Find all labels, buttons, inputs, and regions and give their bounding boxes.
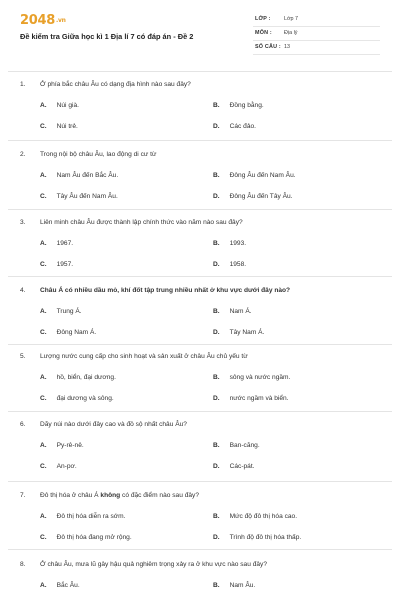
question-text	[40, 287, 290, 294]
question-divider	[8, 71, 392, 72]
option-letter: B.	[213, 308, 220, 315]
answer-option[interactable]	[40, 463, 77, 470]
option-text: Nam Á.	[229, 308, 252, 315]
question-divider	[8, 276, 392, 277]
question-text: Trong nội bộ châu Âu, lao động di cư từ	[40, 151, 157, 158]
question-number: 7.	[20, 492, 26, 499]
option-letter: B.	[213, 240, 220, 247]
option-letter: D.	[213, 395, 220, 402]
option-letter: A.	[40, 308, 47, 315]
meta-label: LỚP :	[255, 16, 271, 22]
answer-option[interactable]	[40, 172, 118, 179]
answer-option[interactable]	[40, 534, 132, 541]
option-text: Trình độ đô thị hóa thấp.	[229, 534, 302, 541]
meta-value: Địa lý	[284, 30, 298, 36]
answer-option[interactable]	[40, 442, 84, 449]
answer-option[interactable]	[40, 193, 118, 200]
answer-option[interactable]	[213, 582, 255, 589]
option-letter: A.	[40, 513, 47, 520]
question-text-emphasis: Châu Á có nhiều dầu mỏ, khí đốt tập trung nhiều nhất ở khu vực dưới đây nào?	[40, 287, 291, 294]
option-letter: D.	[213, 123, 220, 130]
option-letter: C.	[40, 463, 47, 470]
option-letter: C.	[40, 193, 47, 200]
option-text: Các-pát.	[229, 463, 255, 470]
option-text: Bắc Âu.	[56, 582, 80, 589]
question-number: 5.	[20, 353, 26, 360]
option-text: 1958.	[229, 261, 247, 268]
question-text: Lượng nước cung cấp cho sinh hoạt và sản xuất ở châu Âu chủ yếu từ	[40, 353, 248, 360]
meta-row-count	[253, 41, 380, 55]
answer-option[interactable]	[40, 374, 116, 381]
answer-option[interactable]	[213, 395, 289, 402]
question-number: 3.	[20, 219, 26, 226]
option-text: Núi già.	[56, 102, 79, 109]
question-divider	[8, 140, 392, 141]
option-text: 1957.	[56, 261, 74, 268]
option-letter: A.	[40, 172, 47, 179]
question-text: Đô thị hóa ở châu Á không có đặc điểm nào sau đây?	[40, 492, 199, 499]
meta-label: MÔN :	[255, 30, 272, 36]
option-letter: D.	[213, 329, 220, 336]
meta-label: SỐ CÂU :	[255, 44, 281, 50]
question-text-emphasis: không	[100, 492, 121, 499]
option-letter: A.	[40, 374, 47, 381]
answer-option[interactable]	[40, 123, 78, 130]
question-number: 4.	[20, 287, 26, 294]
option-text: Đông Âu đến Tây Âu.	[229, 193, 293, 200]
answer-option[interactable]	[40, 395, 114, 402]
question-text: Ở phía bắc châu Âu có dạng địa hình nào sau đây?	[40, 81, 191, 88]
option-letter: C.	[40, 534, 47, 541]
answer-option[interactable]	[40, 308, 82, 315]
option-letter: A.	[40, 240, 47, 247]
answer-option[interactable]	[40, 329, 96, 336]
answer-option[interactable]	[213, 374, 290, 381]
option-letter: B.	[213, 582, 220, 589]
site-logo[interactable]: 2048.vn	[20, 13, 66, 28]
question-number: 8.	[20, 561, 26, 568]
option-letter: B.	[213, 102, 220, 109]
page-title: Đề kiểm tra Giữa học kì 1 Địa lí 7 có đáp án - Đề 2	[20, 32, 194, 41]
answer-option[interactable]	[40, 582, 80, 589]
answer-option[interactable]	[213, 534, 301, 541]
option-letter: B.	[213, 374, 220, 381]
option-text: Tây Nam Á.	[229, 329, 265, 336]
option-text: Đông Âu đến Nam Âu.	[229, 172, 296, 179]
answer-option[interactable]	[40, 240, 73, 247]
option-text: Trung Á.	[56, 308, 82, 315]
option-letter: C.	[40, 261, 47, 268]
answer-option[interactable]	[40, 102, 79, 109]
answer-option[interactable]	[213, 193, 293, 200]
answer-option[interactable]	[40, 261, 73, 268]
question-divider	[8, 344, 392, 345]
option-letter: B.	[213, 513, 220, 520]
option-letter: D.	[213, 261, 220, 268]
answer-option[interactable]	[213, 261, 246, 268]
option-text: An-pơ.	[56, 463, 77, 470]
meta-value: Lớp 7	[284, 16, 299, 22]
question-divider	[8, 481, 392, 482]
answer-option[interactable]	[213, 172, 296, 179]
option-letter: C.	[40, 123, 47, 130]
option-text: 1967.	[56, 240, 74, 247]
option-text: Núi trẻ.	[56, 123, 78, 130]
answer-option[interactable]	[213, 240, 246, 247]
option-text: đại dương và sông.	[56, 395, 114, 402]
answer-option[interactable]	[213, 442, 260, 449]
option-text: sông và nước ngầm.	[229, 374, 291, 381]
answer-option[interactable]	[213, 463, 255, 470]
question-divider	[8, 549, 392, 550]
option-text: Py-rê-nê.	[56, 442, 84, 449]
meta-row-subject	[253, 27, 380, 41]
question-divider	[8, 209, 392, 210]
option-letter: C.	[40, 395, 47, 402]
question-text: Ở châu Âu, mưa lũ gây hậu quả nghiêm trọng xảy ra ở khu vực nào sau đây?	[40, 561, 268, 568]
question-text: Dãy núi nào dưới đây cao và đồ sộ nhất châu Âu?	[40, 421, 187, 428]
option-letter: B.	[213, 172, 220, 179]
option-letter: A.	[40, 102, 47, 109]
answer-option[interactable]	[213, 123, 256, 130]
page-header	[0, 0, 400, 62]
answer-option[interactable]	[213, 308, 252, 315]
question-number: 2.	[20, 151, 26, 158]
option-text: Các đảo.	[229, 123, 256, 130]
option-text: Đồng bằng.	[229, 102, 264, 109]
meta-value: 13	[284, 44, 290, 50]
answer-option[interactable]	[213, 513, 297, 520]
exam-meta	[253, 13, 380, 55]
option-text: Mức độ đô thị hóa cao.	[229, 513, 298, 520]
question-text: Liên minh châu Âu được thành lập chính thức vào năm nào sau đây?	[40, 219, 243, 226]
meta-row-class	[253, 13, 380, 27]
option-text: Nam Âu.	[229, 582, 256, 589]
option-text: nước ngầm và biển.	[229, 395, 289, 402]
option-text: Nam Âu đến Bắc Âu.	[56, 172, 119, 179]
option-letter: C.	[40, 329, 47, 336]
question-number: 6.	[20, 421, 26, 428]
option-text: Đông Nam Á.	[56, 329, 97, 336]
answer-option[interactable]	[213, 329, 264, 336]
answer-option[interactable]	[213, 102, 264, 109]
option-letter: B.	[213, 442, 220, 449]
question-number: 1.	[20, 81, 26, 88]
option-text: hồ, biển, đại dương.	[56, 374, 116, 381]
option-text: Ban-căng.	[229, 442, 260, 449]
option-letter: A.	[40, 442, 47, 449]
question-divider	[8, 411, 392, 412]
option-letter: A.	[40, 582, 47, 589]
option-letter: D.	[213, 463, 220, 470]
option-letter: D.	[213, 534, 220, 541]
option-text: Đô thị hóa diễn ra sớm.	[56, 513, 126, 520]
answer-option[interactable]	[40, 513, 125, 520]
option-text: Tây Âu đến Nam Âu.	[56, 193, 118, 200]
option-text: Đô thị hóa đang mở rộng.	[56, 534, 132, 541]
option-letter: D.	[213, 193, 220, 200]
option-text: 1993.	[229, 240, 247, 247]
